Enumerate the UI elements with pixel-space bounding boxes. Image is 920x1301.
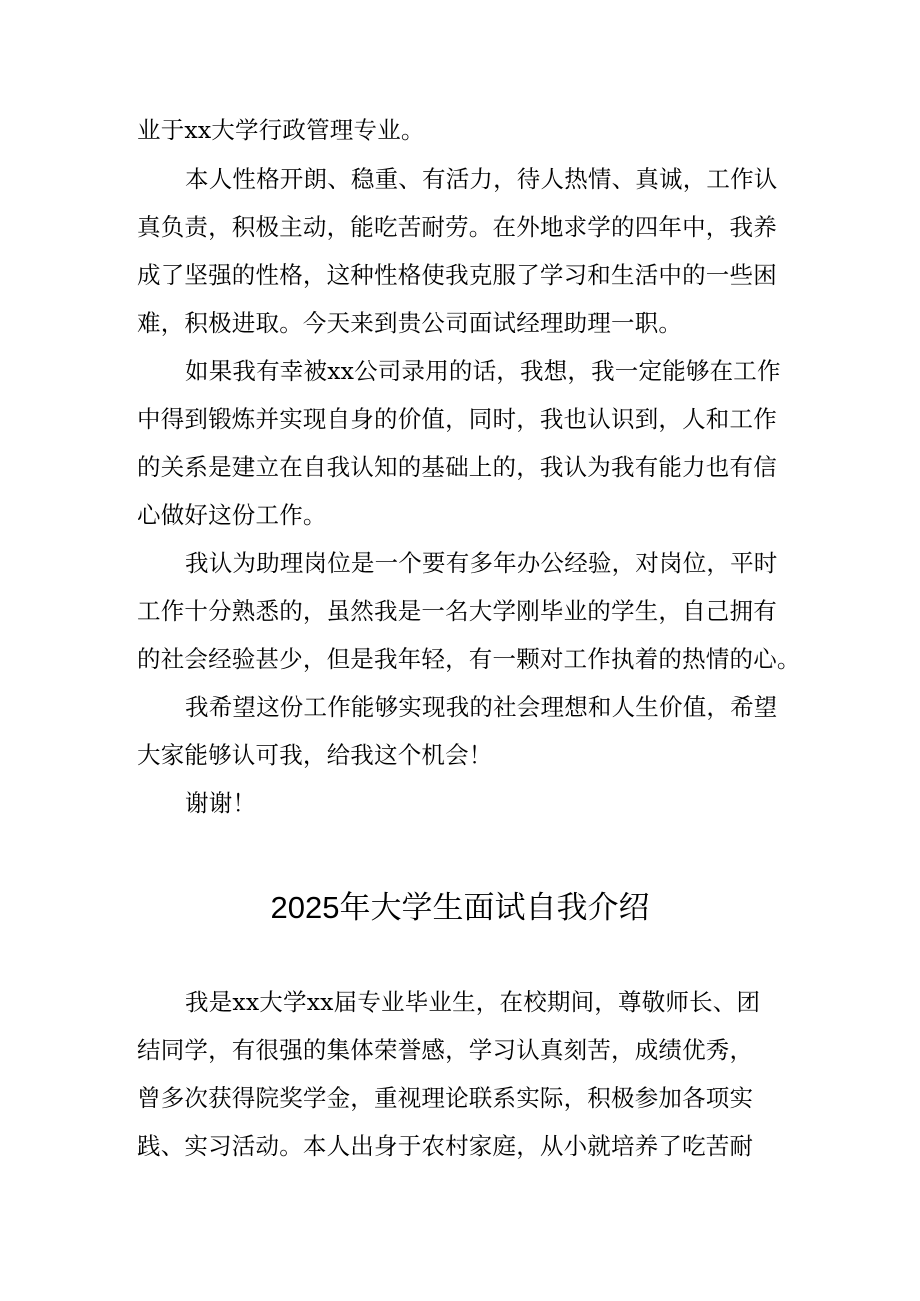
- paragraph-line: 业于xx大学行政管理专业。: [137, 116, 425, 144]
- paragraph-line: 成了坚强的性格，这种性格使我克服了学习和生活中的一些困: [137, 261, 777, 289]
- paragraph-line: 本人性格开朗、稳重、有活力，待人热情、真诚，工作认: [185, 165, 778, 193]
- paragraph-line: 真负责，积极主动，能吃苦耐劳。在外地求学的四年中，我养: [137, 213, 777, 241]
- paragraph-line: 中得到锻炼并实现自身的价值，同时，我也认识到，人和工作: [137, 405, 777, 433]
- closing-thanks: 谢谢！: [185, 789, 257, 817]
- paragraph-line: 的关系是建立在自我认知的基础上的，我认为我有能力也有信: [137, 453, 777, 481]
- paragraph-line: 心做好这份工作。: [137, 501, 327, 529]
- paragraph-line: 大家能够认可我，给我这个机会！: [137, 741, 493, 769]
- paragraph-line: 工作十分熟悉的，虽然我是一名大学刚毕业的学生，自己拥有: [137, 597, 777, 625]
- paragraph-line: 我希望这份工作能够实现我的社会理想和人生价值，希望: [185, 693, 778, 721]
- paragraph-line: 践、实习活动。本人出身于农村家庭，从小就培养了吃苦耐: [137, 1132, 754, 1160]
- paragraph-line: 结同学，有很强的集体荣誉感，学习认真刻苦，成绩优秀，: [137, 1036, 754, 1064]
- paragraph-line: 如果我有幸被xx公司录用的话，我想，我一定能够在工作: [185, 357, 781, 385]
- paragraph-line: 曾多次获得院奖学金，重视理论联系实际，积极参加各项实: [137, 1084, 754, 1112]
- paragraph-line: 难，积极进取。今天来到贵公司面试经理助理一职。: [137, 309, 683, 337]
- paragraph-line: 我是xx大学xx届专业毕业生，在校期间，尊敬师长、团: [185, 988, 761, 1016]
- page-title: 2025年大学生面试自我介绍: [270, 890, 650, 925]
- paragraph-line: 的社会经验甚少，但是我年轻，有一颗对工作执着的热情的心。: [137, 645, 801, 673]
- paragraph-line: 我认为助理岗位是一个要有多年办公经验，对岗位，平时: [185, 549, 778, 577]
